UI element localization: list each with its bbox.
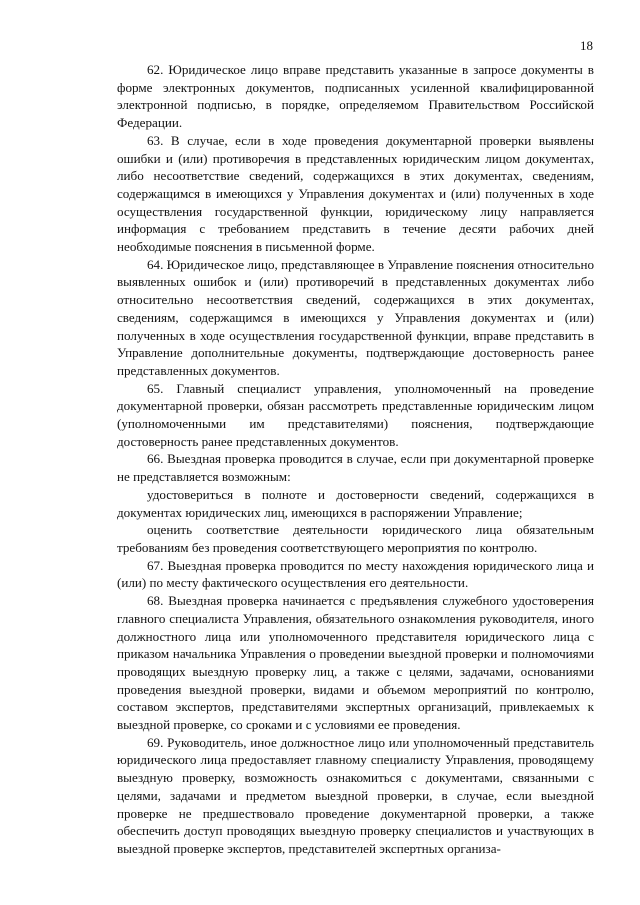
paragraph-63: 63. В случае, если в ходе проведения документарной проверки выявлены ошибки и (или) противоречия в представленных юридическим лицом документах, либо несоответствие сведений, содержащихся в этих документах, сведениям, содержащимся в имеющихся у Управления документах и (или) полученных в ходе осуществления государственной функции, юридическому лицу направляется информация с требованием представить в течение десяти рабочих дней необходимые пояснения в письменной форме. [117, 132, 594, 255]
page-number: 18 [580, 38, 593, 53]
document-body [117, 61, 594, 858]
paragraph-66-item-2: оценить соответствие деятельности юридического лица обязательным требованиям без проведения соответствующего мероприятия по контролю. [117, 522, 594, 555]
paragraph-67: 67. Выездная проверка проводится по месту нахождения юридического лица и (или) по месту фактического осуществления его деятельности. [117, 557, 594, 591]
paragraph-65: 65. Главный специалист управления, уполномоченный на проведение документарной проверки, обязан рассмотреть представленные юридическим лицом (уполномоченными им представителями) пояснения, подтверждающие достоверность ранее представленных документов. [117, 380, 594, 449]
paragraph-66: 66. Выездная проверка проводится в случае, если при документарной проверке не представляется возможным: [117, 451, 594, 485]
paragraph-68: 68. Выездная проверка начинается с предъявления служебного удостоверения главного специалиста Управления, обязательного ознакомления руководителя, иного должностного лица или уполномоченного представителя юридического лица с приказом начальника Управления о проведении выездной проверки и полномочиями проводящих выездную проверку лиц, а также с целями, задачами, основаниями проведения выездной проверки, видами и объемом мероприятий по контролю, составом экспертов, представителями экспертных организаций, привлекаемых к выездной проверке, со сроками и с условиями ее проведения. [117, 593, 594, 733]
paragraph-64: 64. Юридическое лицо, представляющее в Управление пояснения относительно выявленных ошибок и (или) противоречий в представленных документах либо относительно несоответствия сведений, содержащихся в этих документах, сведениям, содержащимся в имеющихся у Управления документах и (или) полученных в ходе осуществления государственной функции, вправе представить в Управление дополнительные документы, подтверждающие достоверность ранее представленных документов. [117, 256, 594, 378]
paragraph-66-item-1: удостовериться в полноте и достоверности сведений, содержащихся в документах юридических лиц, имеющихся в распоряжении Управление; [117, 486, 594, 520]
paragraph-62: 62. Юридическое лицо вправе представить указанные в запросе документы в форме электронных документов, подписанных усиленной квалифицированной электронной подписью, в порядке, определяемом Правительством Российской Федерации. [117, 62, 594, 131]
paragraph-69: 69. Руководитель, иное должностное лицо или уполномоченный представитель юридического лица предоставляет главному специалисту Управления, проводящему выездную проверку, возможность ознакомиться с документами, связанными с целями, задачами и предметом выездной проверки, в случае, если выездной проверке не предшествовало проведение документарной проверки, а также обеспечить доступ проводящих выездную проверку специалистов и участвующих в выездной проверке экспертов, представителей экспертных организа- [117, 734, 594, 856]
